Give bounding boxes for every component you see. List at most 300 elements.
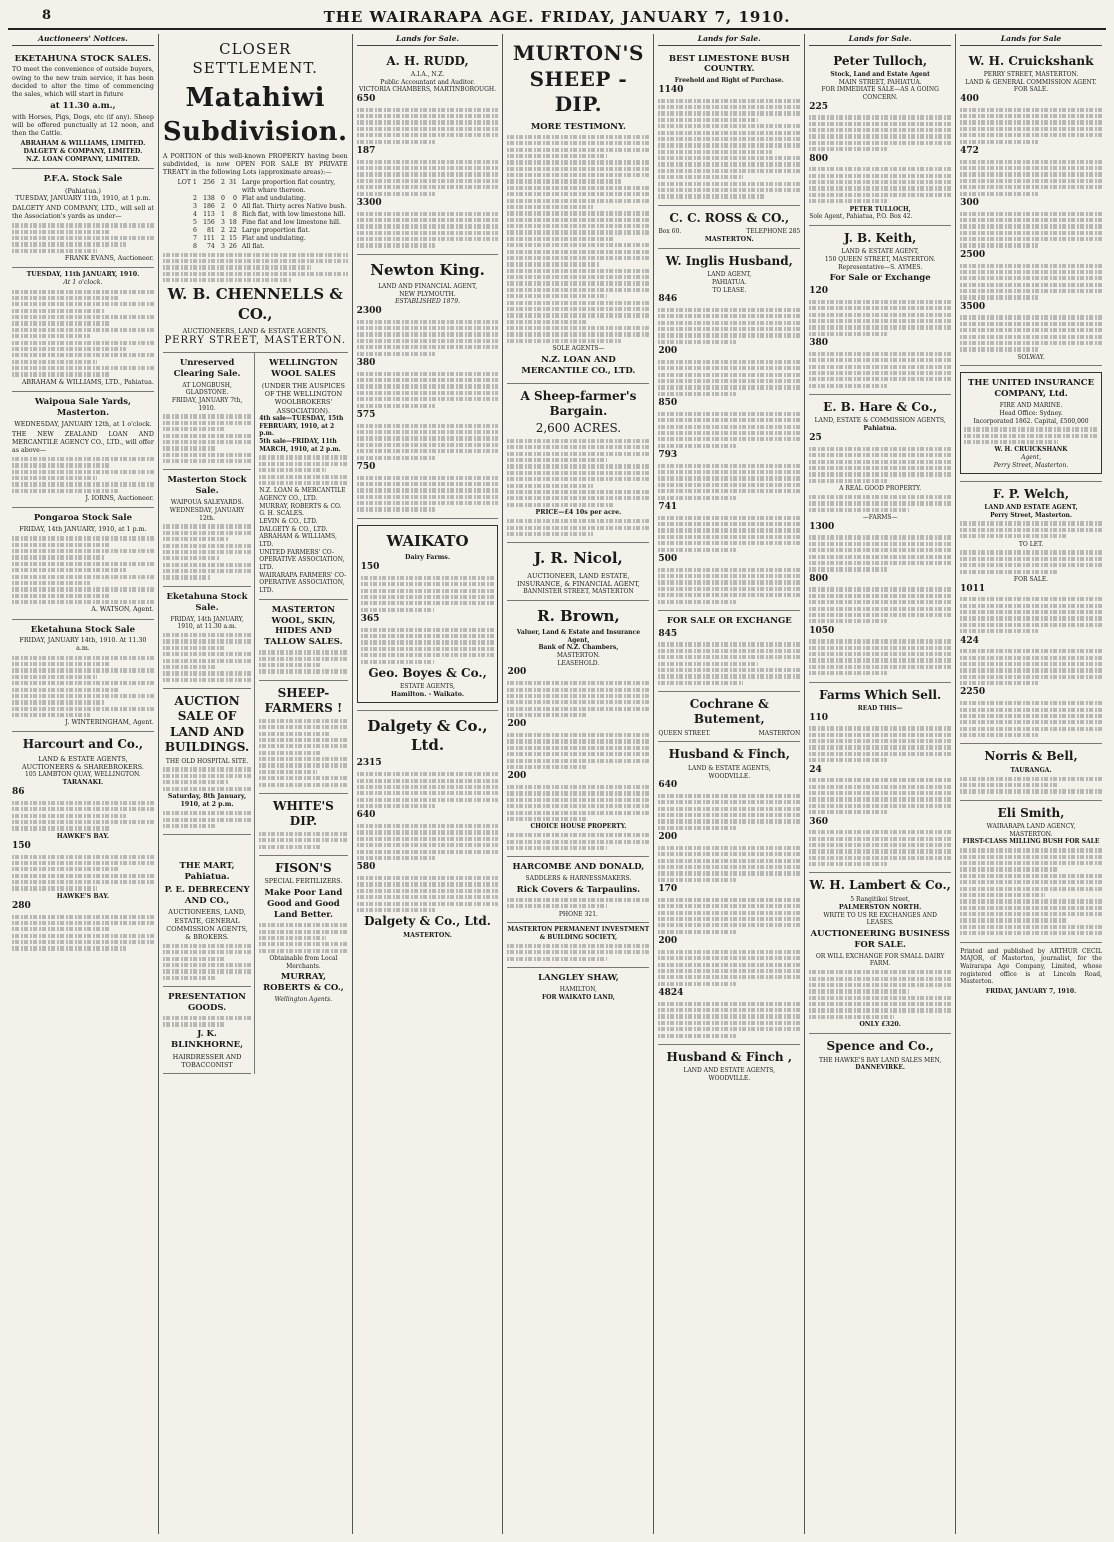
lot-number: LOT 1	[177, 179, 197, 187]
ad-region: HAWKE'S BAY.	[56, 832, 110, 840]
acreage: 580	[356, 862, 376, 873]
listing-text	[361, 576, 495, 612]
lot-number: 6	[192, 226, 197, 234]
acreage: 1140	[658, 85, 684, 96]
columns	[8, 34, 1106, 1534]
lot-acres: 74	[207, 242, 215, 250]
ad-firm-name: Eli Smith,	[997, 805, 1065, 820]
ad-langley-shaw	[507, 968, 649, 1005]
listing-text	[357, 476, 499, 512]
listing-text	[357, 424, 499, 460]
ad-agents-label: SOLE AGENTS—	[552, 345, 605, 353]
acreage: 750	[356, 461, 376, 472]
ad-address: VICTORIA CHAMBERS, MARTINBOROUGH.	[359, 86, 497, 94]
ad-tagline: Make Poor Land Good and Good Land Better.	[264, 888, 343, 921]
ad-united-insurance	[960, 366, 1102, 481]
ad-address: MAIN STREET, PAHIATUA.	[838, 78, 922, 86]
listing-text	[960, 108, 1102, 144]
ad-subheading: AUCTIONEERS, LAND, ESTATE, GENERAL COMMISSION AGENTS, & BROKERS.	[166, 908, 248, 942]
ad-date: FRIDAY, JANUARY 14th, 1910. At 11.30 a.m.	[19, 637, 147, 653]
acreage: 280	[12, 900, 31, 911]
acreage-listings	[809, 102, 951, 204]
lot-row	[163, 235, 348, 243]
ad-firm-name: Husband & Finch,	[668, 747, 790, 762]
ad-heading: CLOSER SETTLEMENT.	[192, 40, 318, 78]
acreage: 2250	[960, 687, 986, 698]
ad-subheading: MORE TESTIMONY.	[530, 121, 626, 132]
lot-acres: 81	[207, 226, 215, 234]
lot-acres: 138	[203, 194, 215, 202]
ad-place: Wellington Agents.	[274, 996, 333, 1004]
ad-firm-name: C. C. ROSS & CO.,	[669, 210, 790, 225]
acreage: 225	[809, 101, 829, 112]
acreage: 170	[658, 884, 678, 895]
listing-text	[809, 535, 951, 571]
listing-text	[357, 212, 499, 248]
acreage: 300	[960, 197, 979, 208]
agent-name: DALGETY & CO., LTD.	[259, 525, 328, 533]
acreage: 1011	[960, 583, 986, 594]
ad-norris-bell	[960, 744, 1102, 800]
imprint-date: FRIDAY, JANUARY 7, 1910.	[985, 987, 1077, 995]
column-2	[159, 34, 353, 1534]
ad-forsale: FOR SALE.	[1013, 575, 1049, 583]
acreage: 846	[658, 294, 678, 305]
ad-firm-name: Peter Tulloch,	[833, 53, 928, 68]
lot-number: 2	[192, 194, 197, 202]
ad-date: WEDNESDAY, JANUARY 12th, at 1 o'clock.	[14, 420, 152, 428]
ad-heading: FISON'S	[275, 860, 332, 875]
ad-address: 5 Rangitikei Street,	[850, 895, 911, 903]
ad-subheading: ESTATE AGENTS,	[400, 683, 456, 691]
ad-heading: PRESENTATION GOODS.	[168, 992, 246, 1013]
listing-text	[658, 898, 800, 934]
ad-firm-name: HARCOMBE AND DONALD,	[512, 862, 645, 873]
ad-firm-name: P. E. DEBRECENY AND CO.,	[164, 884, 250, 906]
ad-body-text	[163, 1016, 251, 1027]
ad-body-text	[12, 536, 154, 604]
ad-heading: FIRST-CLASS MILLING BUSH FOR SALE	[962, 838, 1100, 846]
acreage: 640	[356, 810, 376, 821]
ad-firm-name: W. Inglis Husband,	[665, 253, 793, 268]
agents-list	[259, 487, 347, 594]
ad-agent-address: Perry Street, Masterton.	[993, 461, 1069, 469]
ad-forsale: FOR SALE.	[1013, 86, 1049, 94]
ad-subheading: LAND AGENT,	[707, 271, 752, 279]
ad-date: FRIDAY, JANUARY 7th, 1910.	[171, 396, 243, 412]
lot-perches: 0	[232, 194, 237, 202]
lot-perches: 22	[229, 226, 237, 234]
ad-lease-label: TO LEASE.	[712, 286, 747, 294]
lot-acres: 156	[203, 218, 215, 226]
ad-body-text	[163, 414, 251, 463]
column-5	[654, 34, 805, 1534]
listing-text	[809, 778, 951, 814]
listing-text	[361, 628, 495, 664]
lot-description: Flat and undulating.	[241, 234, 306, 242]
acreage-listings	[507, 667, 649, 821]
ad-subheading: SADDLERS & HARNESSMAKERS.	[525, 875, 632, 883]
ad-heading: EKETAHUNA STOCK SALES.	[14, 53, 152, 64]
ad-place: TAURANGA.	[1010, 766, 1052, 774]
ad-body-text	[163, 767, 251, 790]
ad-firm-name: LANGLEY SHAW,	[538, 972, 619, 983]
lot-number: 8	[192, 242, 197, 250]
ad-firm-name: Cochrane & Butement,	[689, 697, 769, 727]
ad-subheading: AUCTIONEER, LAND ESTATE, INSURANCE, & FINANCIAL AGENT,	[517, 571, 640, 588]
ad-the-mart	[163, 856, 251, 987]
ad-firm-name: Spence and Co.,	[826, 1039, 934, 1054]
acreage: 200	[507, 667, 527, 678]
ad-agent-role: Agent,	[1021, 454, 1041, 462]
acreage: 187	[356, 145, 376, 156]
ad-eketahuna-stock-sale-2	[12, 620, 154, 733]
ad-auction-sale	[163, 689, 251, 835]
lot-perches: 15	[229, 234, 237, 242]
ad-firm-name: Norris & Bell,	[984, 749, 1078, 764]
listing-text	[960, 701, 1102, 737]
acreage: 3300	[356, 197, 382, 208]
lot-number: 5	[192, 218, 197, 226]
acreage: 200	[507, 719, 527, 730]
listing-text	[357, 772, 499, 808]
lot-roods: 2	[220, 202, 225, 210]
section-heading: Lands for Sale.	[658, 34, 800, 46]
ad-price: PRICE—£4 10s per acre.	[535, 509, 622, 517]
acreage-listings	[658, 780, 800, 1038]
lot-row	[163, 219, 348, 227]
listing-text	[357, 160, 499, 196]
ad-address: BANNISTER STREET, MASTERTON	[523, 588, 634, 596]
ad-heading: SHEEP-FARMERS !	[264, 685, 343, 716]
ad-welch	[960, 482, 1102, 745]
ad-subheading: LAND AND FINANCIAL AGENT,	[378, 283, 477, 291]
ad-harcourt	[12, 732, 154, 956]
listing-text	[809, 352, 951, 388]
section-heading: Lands for Sale.	[809, 34, 951, 46]
ad-place: HAMILTON,	[559, 985, 598, 993]
ad-body-text	[12, 290, 154, 377]
ad-title: Matahiwi Subdivision.	[162, 83, 348, 147]
ad-line: FOR WAIKATO LAND,	[541, 993, 615, 1001]
acreage: 500	[658, 553, 678, 564]
acreage-listings	[357, 758, 499, 912]
listing-text	[960, 315, 1102, 351]
ad-dalgety	[357, 711, 499, 944]
acreage: 380	[356, 357, 376, 368]
ad-date: FRIDAY, 14th JANUARY, 1910, at 1 p.m.	[19, 526, 147, 534]
ad-signature: J. IORNS, Auctioneer.	[85, 495, 154, 503]
acreage: 850	[658, 398, 678, 409]
acreage: 3500	[960, 301, 986, 312]
lot-description: All flat. Thirty acres Native bush.	[241, 202, 347, 210]
ad-body-text	[960, 521, 1102, 538]
ad-masterton-wool-skin-sales	[259, 600, 347, 681]
ad-spence	[809, 1034, 951, 1076]
ad-body: A PORTION of this well-known PROPERTY having been subdivided, is now OPEN FOR SALE BY PRIVATE TREATY in the following Lots (approximate areas):—	[162, 152, 348, 176]
acreage-listings	[809, 433, 951, 483]
ad-firm-name: Newton King.	[370, 260, 485, 279]
lot-roods: 2	[220, 226, 225, 234]
ad-firm-name: N.Z. LOAN AND MERCANTILE CO., LTD.	[521, 354, 636, 376]
ad-waikato	[357, 519, 499, 711]
ad-fisons	[259, 856, 347, 1008]
ad-harcombe	[507, 857, 649, 923]
ad-subheading-3: CHOICE HOUSE PROPERTY.	[530, 823, 627, 831]
ad-address: PERRY STREET, MASTERTON.	[164, 335, 347, 347]
ad-subheading: LAND & ESTATE AGENTS,	[688, 764, 771, 772]
ad-heading: WHITE'S DIP.	[272, 798, 334, 829]
acreage: 86	[12, 787, 25, 798]
lot-roods: 2	[220, 179, 225, 187]
ad-firm-name: R. Brown,	[537, 606, 620, 625]
listing-text	[809, 639, 951, 675]
ad-cruickshank	[960, 49, 1102, 367]
ad-body: with Horses, Pigs, Dogs, etc (if any). Sheep will be offered punctually at 12 noon, and then the Cattle.	[12, 113, 154, 137]
ad-subheading: Public Accountant and Auditor.	[380, 78, 475, 86]
ad-firm-name: J. R. Nicol,	[534, 549, 623, 568]
column-3	[353, 34, 504, 1534]
lot-description: Rich flat, with low limestone hill.	[241, 210, 346, 218]
ad-region: TARANAKI.	[62, 779, 104, 787]
listing-text	[357, 876, 499, 912]
acreage: 2315	[356, 758, 382, 769]
imprint	[960, 943, 1102, 1000]
ad-firm-name: A. H. RUDD,	[386, 53, 469, 68]
column-6	[805, 34, 956, 1534]
acreage: 25	[809, 433, 822, 444]
ad-place: PALMERSTON NORTH.	[838, 903, 922, 911]
ad-firm-name: Harcourt and Co.,	[22, 737, 144, 752]
ad-place: DANNEVIRKE.	[855, 1064, 906, 1072]
agent-name: ABRAHAM & WILLIAMS, LTD.	[259, 533, 337, 548]
ad-keith	[809, 226, 951, 395]
listing-text	[507, 733, 649, 769]
acreage-listings	[357, 94, 499, 248]
listing-text	[658, 950, 800, 986]
lot-perches: 26	[229, 242, 237, 250]
sale-date-5: 5th sale—FRIDAY, 11th MARCH, 1910, at 2 p.m.	[259, 437, 341, 453]
ad-place: Pahiatua.	[863, 425, 897, 433]
ad-place: NEW PLYMOUTH.	[399, 290, 456, 298]
ad-body-text	[507, 135, 649, 343]
ad-firm-name: W. H. Cruickshank	[968, 53, 1094, 68]
ad-subheading-2: LEASEHOLD.	[557, 659, 600, 667]
ad-body-text	[163, 811, 251, 828]
ad-body-text	[163, 944, 251, 980]
acreage-listings	[960, 584, 1102, 738]
ad-body-text	[163, 524, 251, 579]
ad-box: Box 60.	[658, 228, 682, 236]
ad-sheep-farmers	[259, 681, 347, 794]
ad-place: MASTERTON.	[1009, 830, 1053, 838]
ad-rudd	[357, 49, 499, 255]
acreage: 2300	[356, 306, 382, 317]
listing-text	[809, 830, 951, 866]
lot-roods: 3	[220, 218, 225, 226]
listing-text	[960, 597, 1102, 633]
ad-building-society	[507, 923, 649, 968]
ad-firm-name: E. B. Hare & Co.,	[823, 400, 938, 415]
ad-item: Rick Covers & Tarpaulins.	[516, 884, 641, 895]
ad-sale-or-exchange	[658, 611, 800, 692]
lot-roods: 1	[220, 210, 225, 218]
ad-body: DALGETY AND COMPANY, LTD., will sell at the Association's yards as under—	[12, 205, 154, 221]
lot-perches: 18	[229, 218, 237, 226]
column-1	[8, 34, 159, 1534]
listing-text	[357, 372, 499, 408]
lot-acres: 111	[203, 234, 215, 242]
listing-text	[658, 846, 800, 882]
lot-row	[163, 211, 348, 219]
ad-price: ONLY £320.	[859, 1021, 901, 1029]
ad-firm-name: J. B. Keith,	[843, 230, 917, 245]
lot-number: 7	[192, 234, 197, 242]
ad-solway: SOLWAY.	[1017, 353, 1045, 361]
ad-unreserved-clearing-sale	[163, 353, 251, 471]
ad-ross	[658, 206, 800, 249]
ad-place: WOODVILLE.	[708, 1074, 751, 1082]
ad-place: MASTERTON.	[403, 931, 452, 939]
acreage: 110	[809, 712, 829, 723]
acreage-listings	[960, 94, 1102, 352]
ad-firm-name: THE UNITED INSURANCE COMPANY, Ltd.	[968, 378, 1095, 400]
ad-body-text	[259, 650, 347, 673]
ad-brown	[507, 601, 649, 857]
lot-table	[163, 179, 348, 250]
ad-place: AT LONGBUSH, GLADSTONE.	[182, 381, 232, 397]
ad-heading: For Sale or Exchange	[829, 273, 931, 284]
ad-body-text	[960, 848, 1102, 935]
listing-text	[658, 1002, 800, 1038]
ad-address: 105 LAMBTON QUAY, WELLINGTON.	[25, 771, 141, 779]
acreage: 365	[360, 614, 380, 625]
ad-place: WOODVILLE.	[708, 772, 751, 780]
ad-heading: MASTERTON PERMANENT INVESTMENT & BUILDING SOCIETY,	[507, 926, 650, 941]
ad-subheading: LAND & ESTATE AGENT,	[841, 248, 920, 256]
acreage: 24	[809, 764, 822, 775]
ad-subheading-2: A REAL GOOD PROPERTY.	[839, 485, 922, 493]
ad-husband-finch	[658, 742, 800, 1044]
acreage: 472	[960, 145, 979, 156]
section-heading: Lands for Sale	[960, 34, 1102, 46]
lot-perches: 8	[232, 210, 237, 218]
ad-firm-name: J. K. BLINKHORNE,	[171, 1028, 244, 1050]
agent-name: G. H. SCALES.	[259, 510, 304, 518]
ad-address: 150 QUEEN STREET, MASTERTON.	[824, 255, 936, 263]
acreage: 845	[658, 628, 678, 639]
acreage: 424	[960, 635, 979, 646]
ad-heading: Eketahuna Stock Sale.	[166, 591, 248, 613]
listing-text	[658, 464, 800, 500]
ad-body-text	[964, 427, 1098, 444]
ad-farms-which-sell	[809, 683, 951, 874]
acreage: 380	[809, 338, 829, 349]
acreage: 1300	[809, 521, 835, 532]
listing-text	[809, 167, 951, 203]
lot-row	[163, 227, 348, 235]
ad-head-office: Head Office: Sydney.	[999, 409, 1063, 417]
ad-body-text	[12, 457, 154, 493]
acreage: 575	[356, 409, 376, 420]
lot-description: Large proportion flat country, with whare thereon.	[241, 179, 336, 194]
acreage: 4824	[658, 988, 684, 998]
ad-subheading: Stock, Land and Estate Agent	[830, 70, 930, 78]
ad-newton-king	[357, 255, 499, 519]
ad-waipoua-sale-yards	[12, 392, 154, 508]
ad-body-text	[12, 915, 154, 951]
ad-firm-name: W. H. Lambert & Co.,	[809, 878, 951, 893]
ad-qualifications: A.I.A., N.Z.	[410, 70, 445, 78]
acreage: 200	[658, 346, 678, 357]
ad-heading: AUCTION SALE OF LAND AND BUILDINGS.	[164, 694, 250, 755]
ad-signatories: ABRAHAM & WILLIAMS, LIMITED. DALGETY & COMPANY, LIMITED. N.Z. LOAN COMPANY, LIMITED.	[20, 139, 146, 163]
ad-place: WAIPOUA SALEYARDS.	[170, 499, 244, 507]
ad-subheading: WAIRARAPA LAND AGENCY,	[986, 823, 1076, 831]
lot-description: Flat and undulating.	[241, 194, 306, 202]
acreage: 200	[658, 936, 678, 947]
lot-perches: 31	[229, 179, 237, 187]
ad-eli-smith	[960, 801, 1102, 943]
ad-heading: MURTON'S SHEEP - DIP.	[512, 41, 644, 117]
ad-heading: Pongaroa Stock Sale	[33, 513, 132, 524]
lot-row	[163, 195, 348, 203]
ad-body-text	[507, 833, 649, 850]
lot-roods: 2	[220, 234, 225, 242]
ad-firm-name: Husband & Finch ,	[666, 1049, 793, 1064]
ad-heading: BEST LIMESTONE BUSH COUNTRY.	[668, 53, 790, 75]
ad-subheading: (Pahiatua.)	[64, 186, 101, 195]
listing-text	[960, 649, 1102, 685]
acreage: 150	[360, 562, 380, 573]
lot-acres: 113	[203, 210, 215, 218]
ad-heading: THE MART, Pahiatua.	[179, 860, 235, 882]
ad-body-text	[12, 223, 154, 253]
column-7	[956, 34, 1106, 1534]
ad-subheading: READ THIS—	[857, 704, 903, 712]
ad-heading: Unreserved Clearing Sale.	[173, 357, 241, 379]
ad-subheading: Valuer, Land & Estate and Insurance Agent,	[516, 629, 641, 644]
listing-text	[658, 412, 800, 448]
ad-date: TUESDAY, 11th JANUARY, 1910.	[26, 271, 140, 279]
acreage-listings	[809, 713, 951, 867]
ad-established: ESTABLISHED 1879.	[395, 298, 460, 306]
ad-place: PAHIATUA.	[712, 278, 747, 286]
listing-text	[357, 320, 499, 356]
ad-inglis-husband	[658, 249, 800, 611]
ad-heading: FOR SALE OR EXCHANGE	[666, 615, 792, 626]
ad-husband-finch-2	[658, 1045, 800, 1087]
ad-body-text	[507, 439, 649, 507]
ad-pfa-stock-sale	[12, 169, 154, 268]
ad-pongaroa-stock-sale	[12, 508, 154, 619]
ad-body-text	[809, 495, 951, 512]
acreage: 1050	[809, 625, 835, 636]
ad-place: Hamilton. - Waikato.	[391, 691, 465, 699]
ad-heading: P.F.A. Stock Sale	[43, 173, 123, 184]
listing-text	[507, 785, 649, 821]
ad-signature: A. WATSON, Agent.	[91, 606, 154, 614]
ad-murtons-sheep-dip	[507, 34, 649, 384]
listing-text	[809, 447, 951, 483]
ad-body: THE NEW ZEALAND LOAN AND MERCANTILE AGENCY CO., LTD., will offer as above—	[12, 430, 154, 454]
ad-firm-name: MURRAY, ROBERTS & CO.,	[263, 972, 344, 994]
ad-subheading: LAND & ESTATE AGENTS, AUCTIONEERS & SHAREBROKERS.	[21, 754, 144, 772]
waikato-box	[357, 525, 499, 703]
acreage-listings	[357, 306, 499, 512]
ad-body-text	[960, 550, 1102, 573]
ad-body-text	[163, 633, 251, 682]
